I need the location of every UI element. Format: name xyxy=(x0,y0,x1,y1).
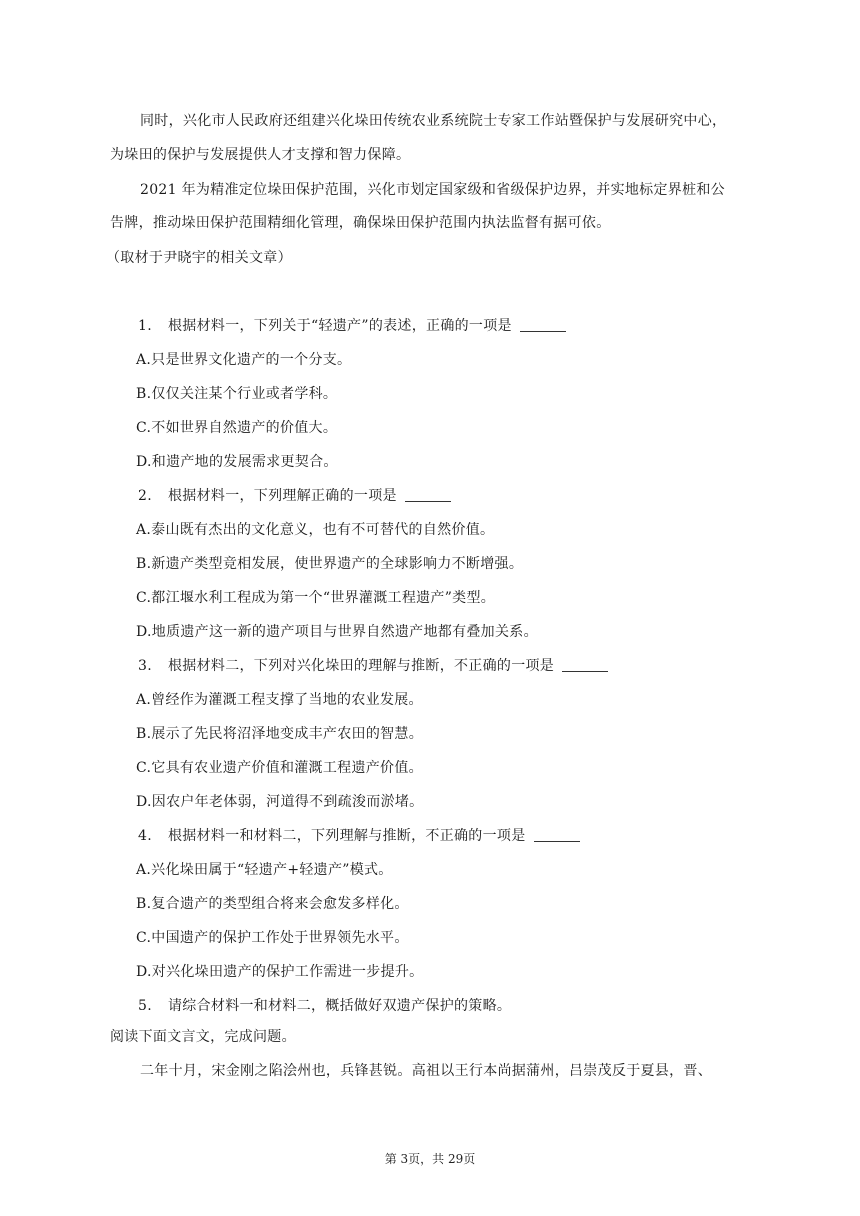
option: A.曾经作为灌溉工程支撑了当地的农业发展。 xyxy=(136,692,423,708)
option: A.泰山既有杰出的文化意义，也有不可替代的自然价值。 xyxy=(136,522,495,538)
question-2 xyxy=(138,486,451,506)
option: D.地质遗产这一新的遗产项目与世界自然遗产地都有叠加关系。 xyxy=(136,624,538,640)
classical-text-line: 二年十月，宋金刚之陷浍州也，兵锋甚锐。高祖以王行本尚据蒲州，吕崇茂反于夏县，晋、 xyxy=(140,1063,712,1079)
option: B.仅仅关注某个行业或者学科。 xyxy=(136,386,338,402)
source-note: （取材于尹晓宇的相关文章） xyxy=(106,250,292,266)
option: C.它具有农业遗产价值和灌溉工程遗产价值。 xyxy=(136,760,423,776)
question-stem: 根据材料一和材料二，下列理解与推断，不正确的一项是 xyxy=(168,828,526,844)
question-stem: 根据材料二，下列对兴化垛田的理解与推断，不正确的一项是 xyxy=(168,658,555,674)
option: C.中国遗产的保护工作处于世界领先水平。 xyxy=(136,930,409,946)
question-number: 4. xyxy=(138,828,152,844)
answer-blank[interactable] xyxy=(562,657,608,672)
page-footer: 第 3页，共 29页 xyxy=(384,1152,476,1166)
question-4 xyxy=(138,826,580,846)
question-3 xyxy=(138,656,608,676)
question-stem: 根据材料一，下列理解正确的一项是 xyxy=(168,488,397,504)
question-stem: 根据材料一，下列关于“轻遗产”的表述，正确的一项是 xyxy=(168,318,512,334)
question-number: 3. xyxy=(138,658,152,674)
option: D.和遗产地的发展需求更契合。 xyxy=(136,454,338,470)
paragraph-line: 为垛田的保护与发展提供人才支撑和智力保障。 xyxy=(110,147,411,163)
question-number: 2. xyxy=(138,488,152,504)
option: C.不如世界自然遗产的价值大。 xyxy=(136,420,338,436)
option: C.都江堰水利工程成为第一个“世界灌溉工程遗产”类型。 xyxy=(136,590,496,606)
answer-blank[interactable] xyxy=(405,487,451,502)
option: A.只是世界文化遗产的一个分支。 xyxy=(136,352,352,368)
reading-instruction: 阅读下面文言文，完成问题。 xyxy=(110,1029,296,1045)
option: B.新遗产类型竞相发展，使世界遗产的全球影响力不断增强。 xyxy=(136,556,524,572)
option: D.对兴化垛田遗产的保护工作需进一步提升。 xyxy=(136,964,424,980)
paragraph-line: 告牌，推动垛田保护范围精细化管理，确保垛田保护范围内执法监督有据可依。 xyxy=(110,215,611,231)
option: A.兴化垛田属于“轻遗产+轻遗产”模式。 xyxy=(136,862,393,878)
answer-blank[interactable] xyxy=(534,827,580,842)
question-number: 5. xyxy=(138,998,152,1014)
answer-blank[interactable] xyxy=(520,317,566,332)
paragraph-line: 同时，兴化市人民政府还组建兴化垛田传统农业系统院士专家工作站暨保护与发展研究中心， xyxy=(140,113,727,129)
question-1 xyxy=(138,316,566,336)
question-5 xyxy=(138,996,511,1016)
option: B.展示了先民将沼泽地变成丰产农田的智慧。 xyxy=(136,726,424,742)
question-stem: 请综合材料一和材料二，概括做好双遗产保护的策略。 xyxy=(168,998,512,1014)
option: D.因农户年老体弱，河道得不到疏浚而淤堵。 xyxy=(136,794,424,810)
question-number: 1. xyxy=(138,318,152,334)
option: B.复合遗产的类型组合将来会愈发多样化。 xyxy=(136,896,409,912)
paragraph-line: 2021 年为精准定位垛田保护范围，兴化市划定国家级和省级保护边界，并实地标定界桩和公 xyxy=(140,182,725,198)
